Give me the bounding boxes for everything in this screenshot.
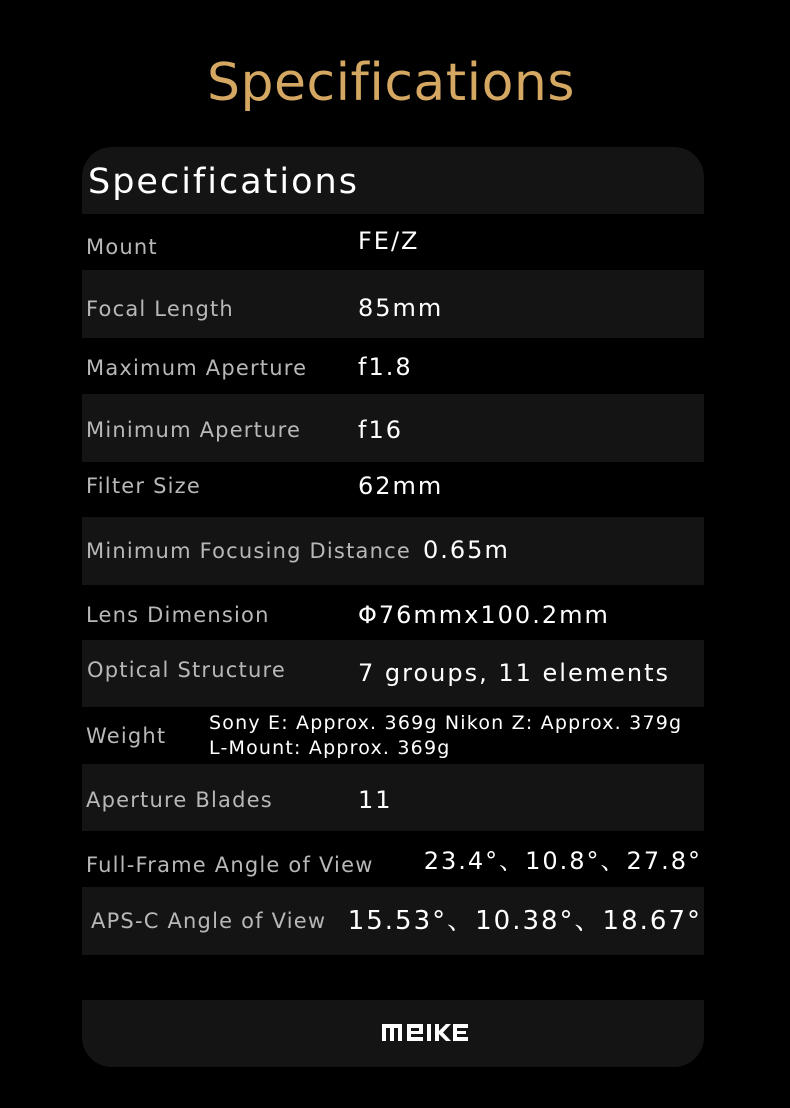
spec-value: 62mm (358, 472, 444, 500)
spec-row-aps-c-angle-of-view (82, 887, 704, 955)
footer-bar (82, 1000, 704, 1067)
spec-label: Filter Size (86, 474, 201, 498)
card-title: Specifications (88, 162, 359, 202)
spec-row-maximum-aperture (82, 338, 704, 394)
spec-value: 85mm (358, 294, 444, 322)
spec-label: Lens Dimension (86, 603, 270, 627)
spec-value: 11 (358, 786, 393, 814)
spec-value: 23.4°、10.8°、27.8° (423, 847, 702, 875)
spec-value: Φ76mmx100.2mm (358, 601, 610, 629)
spec-label: Focal Length (86, 297, 234, 321)
spec-label: Minimum Focusing Distance (86, 539, 411, 563)
spec-value: 15.53°、10.38°、18.67° (347, 906, 702, 936)
spec-row-filter-size (82, 462, 704, 517)
spec-value: f16 (358, 416, 403, 444)
spec-value: FE/Z (358, 227, 420, 255)
spec-row-lens-dimension (82, 585, 704, 640)
spec-label: Aperture Blades (86, 788, 273, 812)
spec-row-mount (82, 214, 704, 270)
card-header (82, 147, 704, 214)
spec-label: Mount (86, 235, 158, 259)
spec-label: Weight (86, 724, 167, 748)
spec-label: Maximum Aperture (86, 356, 308, 380)
spec-value: f1.8 (358, 353, 413, 381)
spec-row-minimum-aperture (82, 394, 704, 462)
spec-value-line-1: Sony E: Approx. 369g Nikon Z: Approx. 379g (209, 712, 683, 734)
spec-row-optical-structure (82, 640, 704, 707)
spec-value: 7 groups, 11 elements (358, 659, 670, 687)
spec-row-full-frame-angle-of-view (82, 831, 704, 887)
page-title: Specifications (207, 53, 575, 113)
spec-value-line-2: L-Mount: Approx. 369g (209, 737, 451, 759)
spec-row-minimum-focusing-distance (82, 517, 704, 585)
spec-label: Full-Frame Angle of View (86, 853, 374, 877)
spec-label: Minimum Aperture (86, 418, 302, 442)
spec-label: Optical Structure (87, 658, 286, 682)
spec-row-aperture-blades (82, 764, 704, 831)
spec-row-weight (82, 707, 704, 764)
spec-row-focal-length (82, 270, 704, 338)
meike-logo (382, 1021, 468, 1043)
spec-value: 0.65m (423, 536, 510, 564)
spec-label: APS-C Angle of View (91, 909, 327, 933)
